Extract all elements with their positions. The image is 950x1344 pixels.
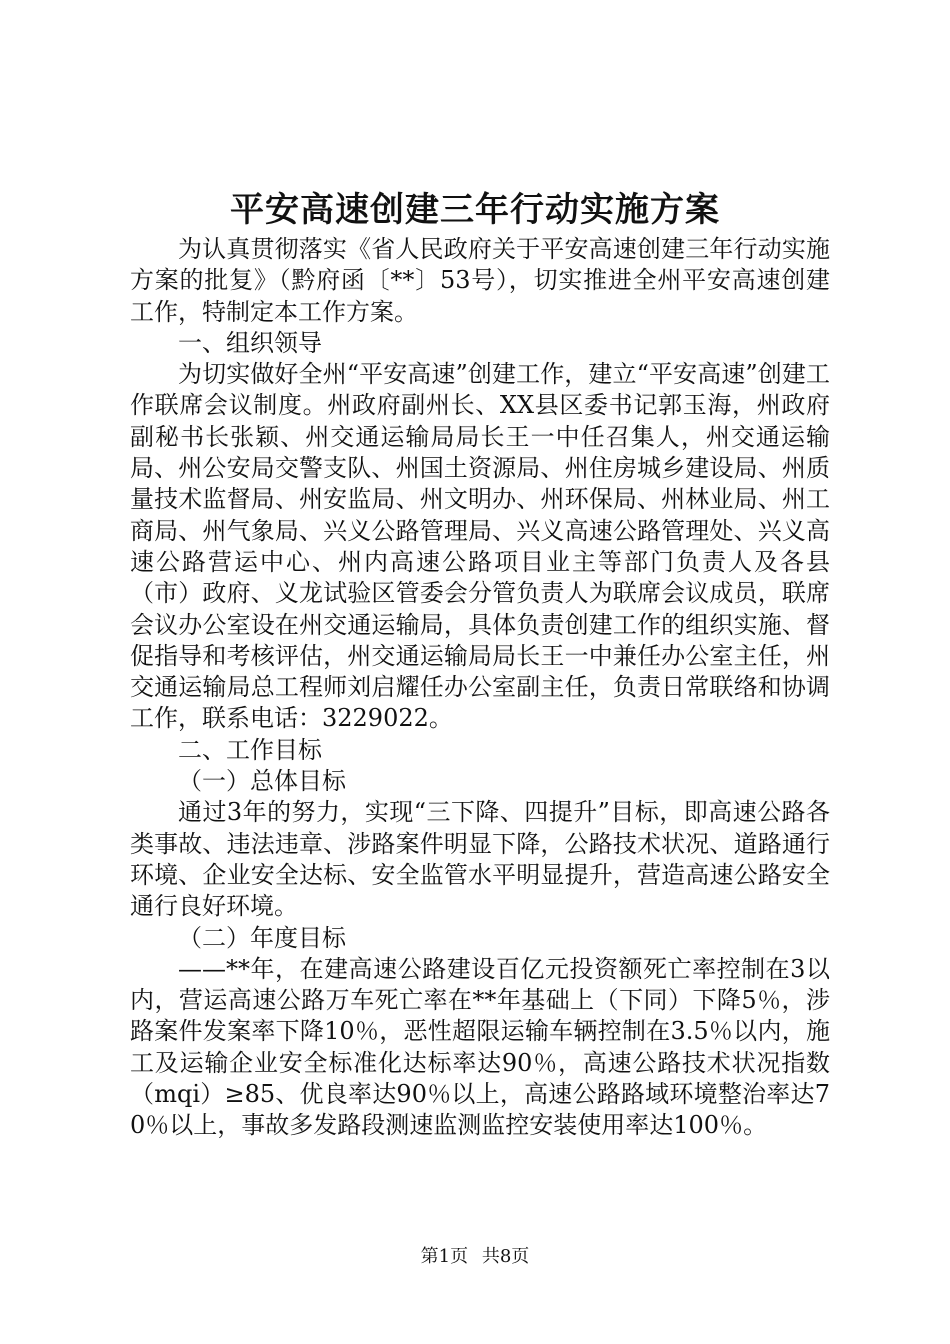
- annual-goal-paragraph: ——**年，在建高速公路建设百亿元投资额死亡率控制在3以内，营运高速公路万车死亡率在**年基础上（下同）下降5％，涉路案件发案率下降10％，恶性超限运输车辆控制在3.5％以内，施工及运输企业安全标准化达标率达90％，高速公路技术状况指数（mqi）≥85、优良率达90％以上，高速公路路域环境整治率达70％以上，事故多发路段测速监测监控安装使用率达100％。: [130, 954, 830, 1140]
- organization-paragraph: 为切实做好全州“平安高速”创建工作，建立“平安高速”创建工作联席会议制度。州政府副州长、XX县区委书记郭玉海，州政府副秘书长张颖、州交通运输局局长王一中任召集人，州交通运输局、州公安局交警支队、州国土资源局、州住房城乡建设局、州质量技术监督局、州安监局、州文明办、州环保局、州林业局、州工商局、州气象局、兴义公路管理局、兴义高速公路管理处、兴义高速公路营运中心、州内高速公路项目业主等部门负责人及各县（市）政府、义龙试验区管委会分管负责人为联席会议成员，联席会议办公室设在州交通运输局，具体负责创建工作的组织实施、督促指导和考核评估，州交通运输局局长王一中兼任办公室主任，州交通运输局总工程师刘启耀任办公室副主任，负责日常联络和协调工作，联系电话：3229022。: [130, 360, 830, 733]
- subheading-overall-goal: （一）总体目标: [178, 767, 346, 796]
- subheading-annual-goal: （二）年度目标: [178, 923, 346, 952]
- document-body: [130, 234, 830, 1142]
- page-footer: [0, 1245, 950, 1269]
- document-title: 平安高速创建三年行动实施方案: [230, 190, 720, 230]
- section-heading-organization: 一、组织领导: [178, 328, 322, 357]
- section-heading-goals: 二、工作目标: [178, 735, 322, 764]
- page-number: 第1页: [420, 1246, 469, 1267]
- intro-paragraph: 为认真贯彻落实《省人民政府关于平安高速创建三年行动实施方案的批复》（黔府函〔**〕53号），切实推进全州平安高速创建工作，特制定本工作方案。: [130, 235, 830, 326]
- overall-goal-paragraph: 通过3年的努力，实现“三下降、四提升”目标，即高速公路各类事故、违法违章、涉路案件明显下降，公路技术状况、道路通行环境、企业安全达标、安全监管水平明显提升，营造高速公路安全通行良好环境。: [130, 798, 830, 921]
- total-pages: 共8页: [481, 1246, 530, 1267]
